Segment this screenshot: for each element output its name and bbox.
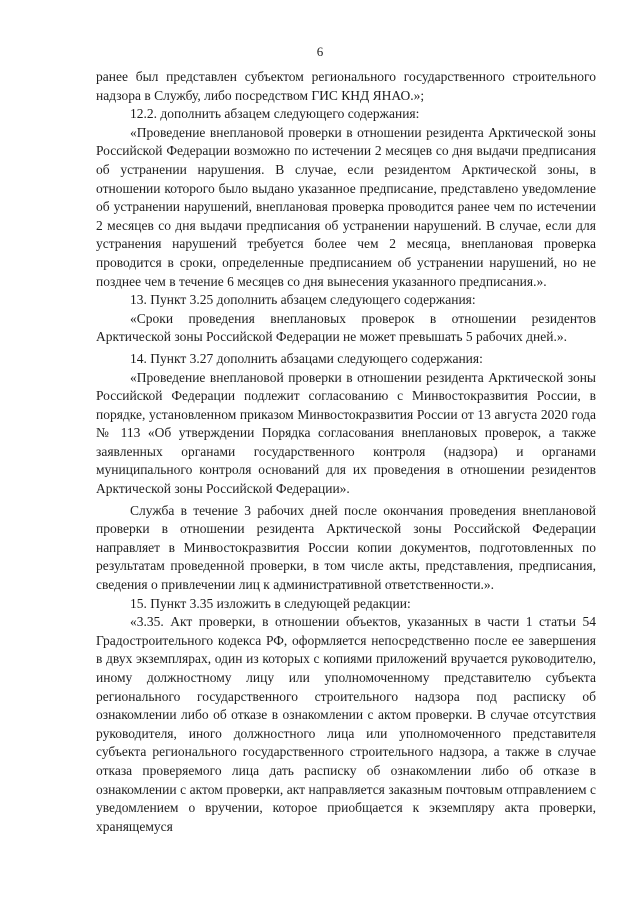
- paragraph-item-12-2: 12.2. дополнить абзацем следующего содержания:: [130, 106, 420, 122]
- paragraph-quote-3-35: «3.35. Акт проверки, в отношении объектов, указанных в части 1 статьи 54 Градостроительного кодекса РФ, оформляется непосредственно после ее завершения в двух экземплярах, один из которых с копиями приложений вручается руководителю, иному должностному лицу или уполномоченному представителю субъекта регионального государственного строительного надзора под расписку об ознакомлении либо об отказе в ознакомлении с актом проверки. В случае отсутствия руководителя, иного должностного лица или уполномоченного представителя субъекта регионального государственного строительного надзора, а также в случае отказа проверяемого лица дать расписку об ознакомлении либо об отказе в ознакомлении с актом проверки, акт направляется заказным почтовым отправлением с уведомлением о вручении, которое приобщается к экземпляру акта проверки, хранящемуся: [96, 614, 596, 834]
- paragraph-item-15: 15. Пункт 3.35 изложить в следующей редакции:: [130, 595, 411, 611]
- document-body: [96, 68, 596, 836]
- paragraph-quote-inspection-timing: «Проведение внеплановой проверки в отношении резидента Арктической зоны Российской Федерации возможно по истечении 2 месяцев со дня выдачи предписания об устранении нарушения. В случае, если резидентом Арктической зоны, в отношении которого было выдано указанное предписание, представлено уведомление об устранении нарушений, внеплановая проверка проводится ранее чем по истечении 2 месяцев со дня выдачи предписания об устранении нарушений. В случае, если для устранения нарушений требуется более чем 2 месяца, внеплановая проверка проводится в сроки, определенные предписанием об устранении нарушений, но не позднее чем в течение 6 месяцев со дня вынесения указанного предписания.».: [96, 124, 596, 289]
- paragraph-quote-deadline: «Сроки проведения внеплановых проверок в отношении резидентов Арктической зоны Российской Федерации не может превышать 5 рабочих дней.».: [96, 310, 596, 345]
- paragraph-item-14: 14. Пункт 3.27 дополнить абзацами следующего содержания:: [130, 350, 483, 366]
- page-number: 6: [316, 44, 324, 59]
- paragraph-item-13: 13. Пункт 3.25 дополнить абзацем следующего содержания:: [130, 292, 476, 308]
- paragraph-service-reporting: Служба в течение 3 рабочих дней после окончания проведения внеплановой проверки в отношении резидента Арктической зоны Российской Федерации направляет в Минвостокразвития России копии документов, подготовленных по результатам проведенной проверки, в том числе акты, представления, предписания, сведения о привлечении лиц к административной ответственности.».: [96, 502, 596, 593]
- paragraph-continuation: ранее был представлен субъектом регионального государственного строительного надзора в Службу, либо посредством ГИС КНД ЯНАО.»;: [96, 69, 596, 103]
- paragraph-quote-approval: «Проведение внеплановой проверки в отношении резидента Арктической зоны Российской Федерации подлежит согласованию с Минвостокразвития России, в порядке, установленном приказом Минвостокразвития России от 13 августа 2020 года № 113 «Об утверждении Порядка согласования внеплановых проверок, а также заявленных органами государственного контроля (надзора) и органами муниципального контроля оснований для их проведения в отношении резидентов Арктической зоны Российской Федерации».: [96, 369, 596, 497]
